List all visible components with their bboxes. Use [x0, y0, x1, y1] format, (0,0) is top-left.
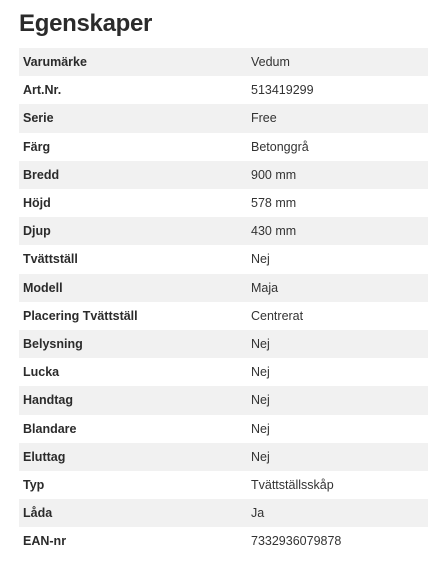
property-label: Varumärke: [23, 55, 87, 69]
property-label: Typ: [23, 478, 45, 493]
property-label: Tvättställ: [23, 252, 78, 267]
table-row: [19, 358, 428, 386]
table-row: [19, 302, 428, 330]
property-value: Nej: [251, 252, 270, 267]
property-value: Vedum: [251, 55, 290, 69]
property-value: Nej: [251, 393, 270, 408]
property-value: Nej: [251, 337, 270, 352]
property-value: Nej: [251, 449, 270, 464]
property-label: Lucka: [23, 365, 60, 380]
table-row: [19, 527, 428, 555]
property-value: Maja: [251, 280, 279, 295]
table-row: [19, 189, 428, 217]
property-value: Free: [251, 111, 277, 126]
properties-table-body: [19, 48, 428, 556]
table-row: [19, 161, 428, 189]
table-row: [19, 415, 428, 443]
property-label: EAN-nr: [23, 534, 67, 549]
table-row: [19, 471, 428, 499]
property-label: Färg: [23, 139, 51, 154]
property-label: Blandare: [23, 421, 77, 436]
table-row: [19, 104, 428, 132]
property-value: 430 mm: [251, 224, 297, 239]
property-value: 513419299: [251, 83, 314, 98]
property-label: Höjd: [23, 196, 51, 211]
property-label: Bredd: [23, 167, 60, 182]
property-label: Belysning: [23, 337, 83, 352]
property-value: 578 mm: [251, 196, 297, 211]
table-row: [19, 245, 428, 273]
table-row: [19, 76, 428, 104]
property-label: Eluttag: [23, 449, 66, 464]
property-label: Serie: [23, 111, 54, 126]
property-value: Nej: [251, 365, 270, 380]
section-title: Egenskaper: [19, 10, 153, 37]
table-row: [19, 443, 428, 471]
property-value: Tvättställsskåp: [251, 478, 334, 493]
property-label: Handtag: [23, 393, 73, 408]
property-value: 900 mm: [251, 167, 297, 182]
properties-table: [19, 48, 428, 556]
property-label: Låda: [23, 506, 53, 521]
property-label: Modell: [23, 280, 63, 295]
table-row: [19, 48, 428, 76]
property-value: Betonggrå: [251, 139, 309, 154]
table-row: [19, 274, 428, 302]
property-value: Centrerat: [251, 308, 304, 323]
property-label: Placering Tvättställ: [23, 308, 138, 323]
table-row: [19, 133, 428, 161]
property-label: Art.Nr.: [23, 83, 62, 98]
table-row: [19, 330, 428, 358]
property-value: Nej: [251, 421, 270, 436]
table-row: [19, 217, 428, 245]
property-label: Djup: [23, 224, 51, 239]
property-value: Ja: [251, 506, 265, 521]
table-row: [19, 499, 428, 527]
property-value: 7332936079878: [251, 534, 342, 549]
table-row: [19, 386, 428, 414]
